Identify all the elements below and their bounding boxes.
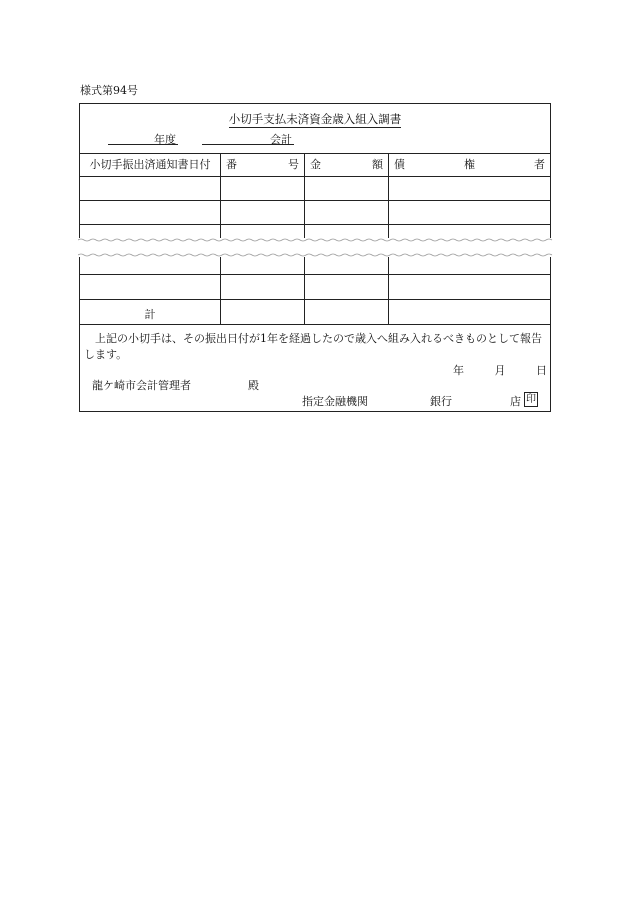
seal-box: 印	[526, 394, 536, 405]
wavy-break-line	[78, 253, 554, 257]
year-label: 年度	[154, 133, 176, 146]
branch-label: 店	[510, 395, 521, 408]
recipient: 龍ケ崎市会計管理者	[92, 379, 191, 392]
row-rule	[80, 299, 550, 300]
account-label: 会計	[270, 133, 292, 146]
designated-bank-label: 指定金融機関	[302, 395, 368, 408]
header-number: 番 号	[226, 158, 299, 171]
report-statement: 上記の小切手は、その振出日付が1年を経過したので歳入へ組み入れるべきものとして報告します。	[84, 332, 542, 361]
row-rule	[80, 274, 550, 275]
row-rule	[80, 176, 550, 177]
header-creditor: 債 権 者	[394, 158, 545, 171]
table-break	[78, 238, 554, 257]
bank-label: 銀行	[430, 395, 452, 408]
row-rule	[80, 200, 550, 201]
honorific: 殿	[248, 379, 259, 392]
date-day-label: 日	[536, 364, 547, 377]
total-label: 計	[144, 308, 156, 321]
header-amount: 金 額	[310, 158, 383, 171]
header-date: 小切手振出済通知書日付	[89, 158, 211, 171]
form-number: 様式第94号	[80, 84, 138, 97]
report-date	[453, 362, 547, 378]
form-title: 小切手支払未済資金歳入組入調書	[228, 112, 402, 126]
report-form	[79, 103, 551, 412]
wavy-break-line	[78, 238, 554, 242]
date-year-label: 年	[453, 364, 464, 377]
date-month-label: 月	[494, 364, 506, 377]
row-rule	[80, 224, 550, 225]
